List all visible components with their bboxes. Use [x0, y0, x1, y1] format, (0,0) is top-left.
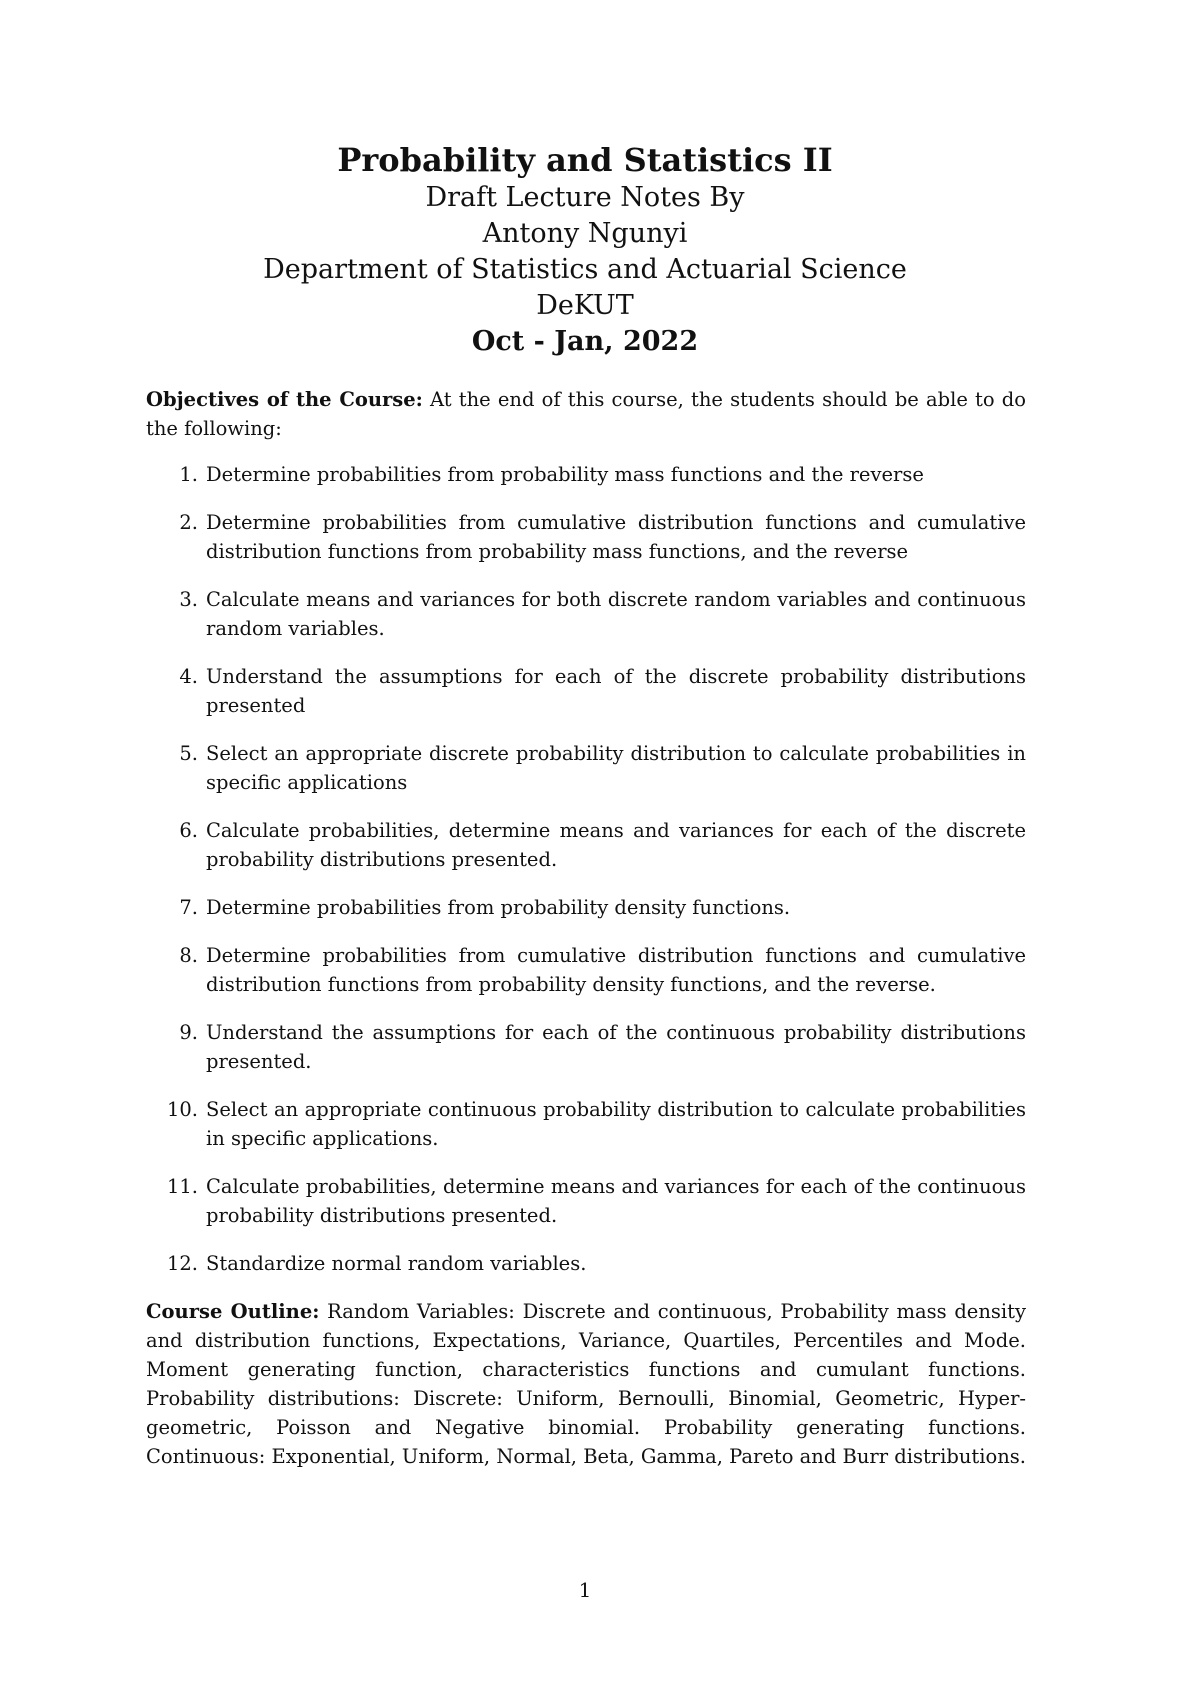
- page-number: 1: [578, 1578, 592, 1602]
- list-item-text: Select an appropriate continuous probability distribution to calculate probabilities in specific applications.: [206, 1098, 1026, 1150]
- list-item-number: 1.: [179, 463, 198, 486]
- list-item: [146, 816, 1026, 874]
- list-item: [146, 508, 1026, 566]
- list-item-number: 8.: [179, 944, 198, 967]
- list-item: [146, 585, 1026, 643]
- list-item: [146, 460, 1026, 489]
- document-date: Oct - Jan, 2022: [471, 326, 699, 357]
- list-item: [146, 893, 1026, 922]
- list-item-number: 3.: [179, 588, 198, 611]
- list-item-number: 10.: [166, 1098, 198, 1121]
- list-item-text: Calculate probabilities, determine means and variances for each of the discrete probability distributions presented.: [206, 819, 1026, 871]
- list-item-text: Calculate probabilities, determine means and variances for each of the continuous probability distributions presented.: [206, 1175, 1026, 1227]
- department-name: Department of Statistics and Actuarial Science: [263, 254, 907, 285]
- list-item-number: 11.: [166, 1175, 198, 1198]
- list-item-text: Standardize normal random variables.: [206, 1252, 587, 1275]
- list-item: [146, 1018, 1026, 1076]
- list-item-number: 4.: [179, 665, 198, 688]
- list-item-text: Determine probabilities from cumulative distribution functions and cumulative distribution functions from probability mass functions, and the reverse: [206, 511, 1026, 563]
- list-item-text: Select an appropriate discrete probability distribution to calculate probabilities in specific applications: [206, 742, 1026, 794]
- course-outline-text: Random Variables: Discrete and continuous, Probability mass density and distribution functions, Expectations, Variance, Quartiles, Percentiles and Mode. Moment generating function, characteristics functions and cumulant functions. Probability distributions: Discrete: Uniform, Bernoulli, Binomial, Geometric, Hyper-geometric, Poisson and Negative binomial. Probability generating functions. Continuous: Exponential, Uniform, Normal, Beta, Gamma, Pareto and Burr distributions.: [146, 1300, 1026, 1468]
- list-item-text: Understand the assumptions for each of the discrete probability distributions presented: [206, 665, 1026, 717]
- list-item-number: 6.: [179, 819, 198, 842]
- document-subtitle: Draft Lecture Notes By: [425, 182, 745, 213]
- list-item: [146, 1095, 1026, 1153]
- list-item-text: Determine probabilities from probability mass functions and the reverse: [206, 463, 924, 486]
- list-item: [146, 739, 1026, 797]
- list-item: [146, 662, 1026, 720]
- list-item: [146, 1172, 1026, 1230]
- course-outline-paragraph: [146, 1297, 1026, 1471]
- list-item-number: 2.: [179, 511, 198, 534]
- list-item: [146, 1249, 1026, 1278]
- objectives-list: [146, 460, 1026, 1278]
- list-item-number: 7.: [179, 896, 198, 919]
- list-item-text: Determine probabilities from probability density functions.: [206, 896, 791, 919]
- author-name: Antony Ngunyi: [482, 218, 688, 249]
- document-body: [146, 385, 1026, 1471]
- list-item: [146, 941, 1026, 999]
- list-item-text: Calculate means and variances for both discrete random variables and continuous random variables.: [206, 588, 1026, 640]
- course-outline-heading: Course Outline:: [146, 1300, 320, 1323]
- objectives-paragraph: [146, 385, 1026, 443]
- title-block: [0, 140, 1170, 360]
- objectives-heading: Objectives of the Course:: [146, 388, 423, 411]
- document-title: Probability and Statistics II: [337, 141, 833, 179]
- institution-name: DeKUT: [536, 290, 634, 321]
- list-item-number: 9.: [179, 1021, 198, 1044]
- list-item-text: Understand the assumptions for each of the continuous probability distributions presented.: [206, 1021, 1026, 1073]
- list-item-number: 12.: [166, 1252, 198, 1275]
- objectives-intro: At the end of this course, the students should be able to do the following:: [146, 388, 1027, 440]
- list-item-text: Determine probabilities from cumulative distribution functions and cumulative distribution functions from probability density functions, and the reverse.: [206, 944, 1026, 996]
- list-item-number: 5.: [179, 742, 198, 765]
